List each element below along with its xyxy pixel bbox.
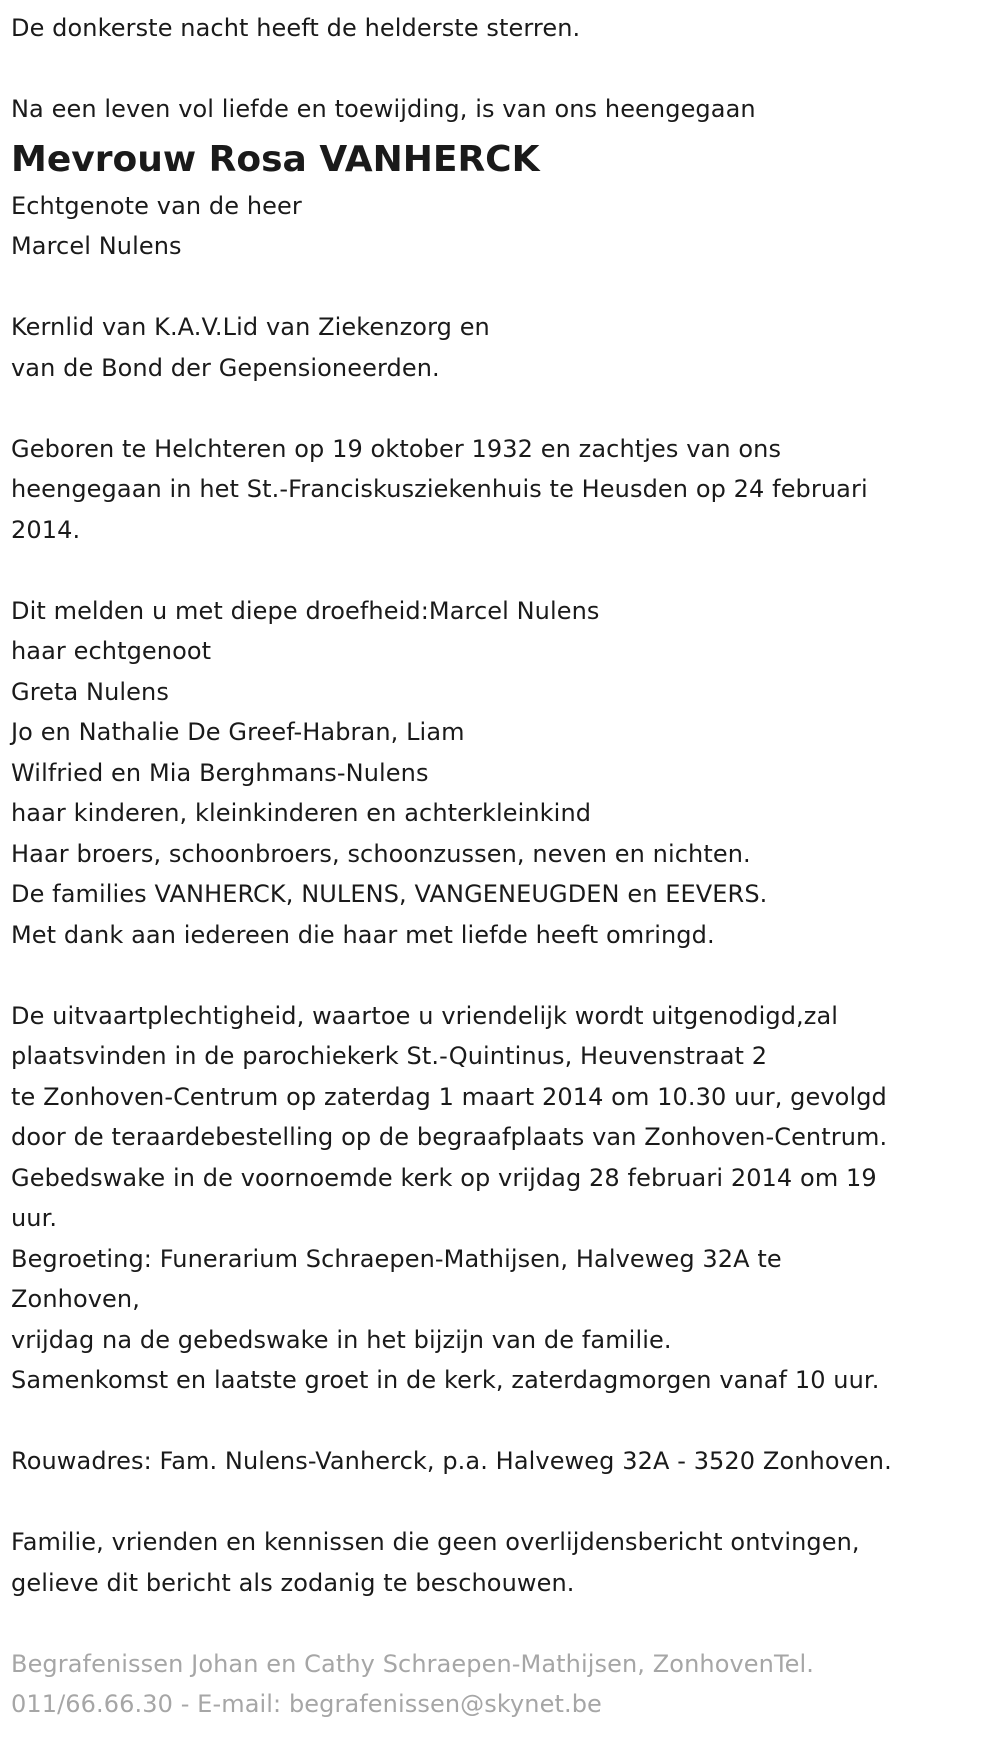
mourner-line: Haar broers, schoonbroers, schoonzussen, neven en nichten. bbox=[11, 839, 751, 868]
ceremony-line: Gebedswake in de voornoemde kerk op vrijdag 28 februari 2014 om 19 bbox=[11, 1163, 877, 1192]
spouse-line: Echtgenote van de heer bbox=[11, 191, 302, 220]
spouse-line: Marcel Nulens bbox=[11, 232, 182, 260]
spacer bbox=[11, 1603, 1000, 1644]
funeral-home-footer bbox=[11, 1644, 1000, 1725]
birth-death-line: 2014. bbox=[11, 515, 81, 544]
mourner-line: haar kinderen, kleinkinderen en achterkleinkind bbox=[11, 799, 592, 827]
ceremony-block bbox=[11, 996, 1000, 1401]
ceremony-line: plaatsvinden in de parochiekerk St.-Quintinus, Heuvenstraat 2 bbox=[11, 1042, 768, 1070]
intro-text: Na een leven vol liefde en toewijding, is van ons heengegaan bbox=[11, 95, 756, 123]
spacer bbox=[11, 388, 1000, 429]
spacer bbox=[11, 1482, 1000, 1523]
mourner-line: De families VANHERCK, NULENS, VANGENEUGDEN en EEVERS. bbox=[11, 880, 768, 908]
ceremony-line: Begroeting: Funerarium Schraepen-Mathijsen, Halveweg 32A te bbox=[11, 1244, 782, 1273]
deceased-name: Mevrouw Rosa VANHERCK bbox=[11, 138, 540, 180]
spacer bbox=[11, 49, 1000, 90]
membership-line: Kernlid van K.A.V.Lid van Ziekenzorg en bbox=[11, 313, 490, 341]
spacer bbox=[11, 955, 1000, 996]
spacer bbox=[11, 267, 1000, 308]
spacer bbox=[11, 1401, 1000, 1442]
mourning-address: Rouwadres: Fam. Nulens-Vanherck, p.a. Halveweg 32A - 3520 Zonhoven. bbox=[11, 1447, 892, 1475]
spouse-block bbox=[11, 186, 1000, 267]
mourner-line: haar echtgenoot bbox=[11, 637, 212, 665]
footer-line: 011/66.66.30 - E-mail: begrafenissen@skynet.be bbox=[11, 1690, 602, 1718]
footer-line: Begrafenissen Johan en Cathy Schraepen-Mathijsen, ZonhovenTel. bbox=[11, 1649, 815, 1678]
memberships-block bbox=[11, 307, 1000, 388]
opening-quote: De donkerste nacht heeft de helderste sterren. bbox=[11, 14, 581, 42]
ceremony-line: Samenkomst en laatste groet in de kerk, zaterdagmorgen vanaf 10 uur. bbox=[11, 1366, 880, 1394]
ceremony-line: door de teraardebestelling op de begraafplaats van Zonhoven-Centrum. bbox=[11, 1123, 888, 1151]
membership-line: van de Bond der Gepensioneerden. bbox=[11, 353, 440, 382]
ceremony-line: vrijdag na de gebedswake in het bijzijn van de familie. bbox=[11, 1325, 672, 1354]
mourner-line: Wilfried en Mia Berghmans-Nulens bbox=[11, 758, 429, 787]
spacer bbox=[11, 550, 1000, 591]
mourners-block bbox=[11, 591, 1000, 956]
ceremony-line: uur. bbox=[11, 1204, 58, 1232]
notice-block bbox=[11, 1522, 1000, 1603]
notice-line: Familie, vrienden en kennissen die geen overlijdensbericht ontvingen, bbox=[11, 1528, 860, 1556]
mourner-line: Met dank aan iedereen die haar met liefde heeft omringd. bbox=[11, 920, 715, 949]
birth-death-block bbox=[11, 429, 1000, 551]
birth-death-line: heengegaan in het St.-Franciskusziekenhuis te Heusden op 24 februari bbox=[11, 475, 868, 503]
mourner-line: Greta Nulens bbox=[11, 677, 169, 706]
ceremony-line: Zonhoven, bbox=[11, 1285, 140, 1313]
ceremony-line: De uitvaartplechtigheid, waartoe u vriendelijk wordt uitgenodigd,zal bbox=[11, 1001, 839, 1030]
notice-line: gelieve dit bericht als zodanig te beschouwen. bbox=[11, 1568, 575, 1597]
ceremony-line: te Zonhoven-Centrum op zaterdag 1 maart 2014 om 10.30 uur, gevolgd bbox=[11, 1082, 887, 1111]
mourner-line: Dit melden u met diepe droefheid:Marcel Nulens bbox=[11, 596, 600, 625]
birth-death-line: Geboren te Helchteren op 19 oktober 1932 en zachtjes van ons bbox=[11, 434, 782, 463]
mourner-line: Jo en Nathalie De Greef-Habran, Liam bbox=[11, 718, 465, 746]
